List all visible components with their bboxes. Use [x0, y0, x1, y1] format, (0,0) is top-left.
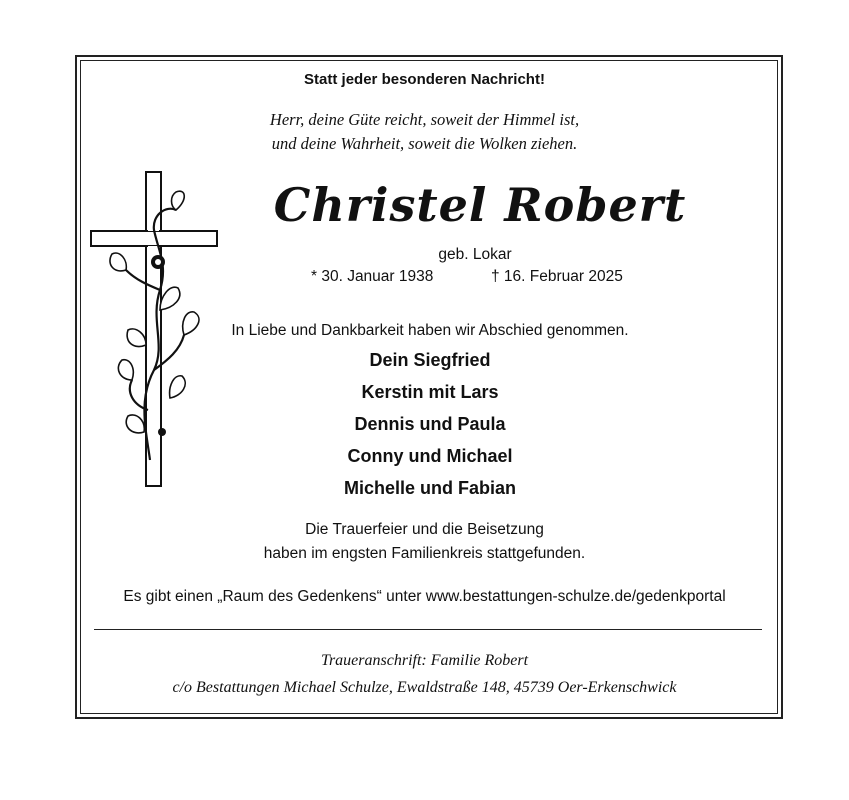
mourner-name: Dennis und Paula: [354, 414, 506, 434]
mourner-name: Dein Siegfried: [369, 350, 491, 370]
funeral-note-line-1: Die Trauerfeier und die Beisetzung: [305, 521, 544, 538]
psalm-line-2: und deine Wahrheit, soweit die Wolken ziehen.: [271, 134, 578, 153]
mourners-list: [180, 348, 680, 508]
psalm-line-1: Herr, deine Güte reicht, soweit der Himmel ist,: [269, 110, 580, 129]
death-date: † 16. Februar 2025: [491, 268, 623, 285]
mourning-address-line-1: Traueranschrift: Familie Robert: [320, 652, 529, 669]
mourner-name: Kerstin mit Lars: [361, 382, 499, 402]
memorial-link-text: Es gibt einen „Raum des Gedenkens“ unter www.bestattungen-schulze.de/gedenkportal: [123, 588, 726, 605]
divider: [94, 629, 762, 630]
birth-date: * 30. Januar 1938: [311, 268, 434, 285]
funeral-note-line-2: haben im engsten Familienkreis stattgefunden.: [263, 545, 586, 562]
mourner-name: Michelle und Fabian: [343, 478, 517, 498]
mourner-name: Conny und Michael: [347, 446, 513, 466]
birth-name: geb. Lokar: [438, 246, 512, 263]
headline: Statt jeder besonderen Nachricht!: [304, 71, 545, 88]
mourning-address-line-2: c/o Bestattungen Michael Schulze, Ewaldstraße 148, 45739 Oer-Erkenschwick: [172, 679, 677, 696]
deceased-name: Christel Robert: [273, 178, 687, 232]
farewell-text: In Liebe und Dankbarkeit haben wir Abschied genommen.: [231, 322, 629, 339]
